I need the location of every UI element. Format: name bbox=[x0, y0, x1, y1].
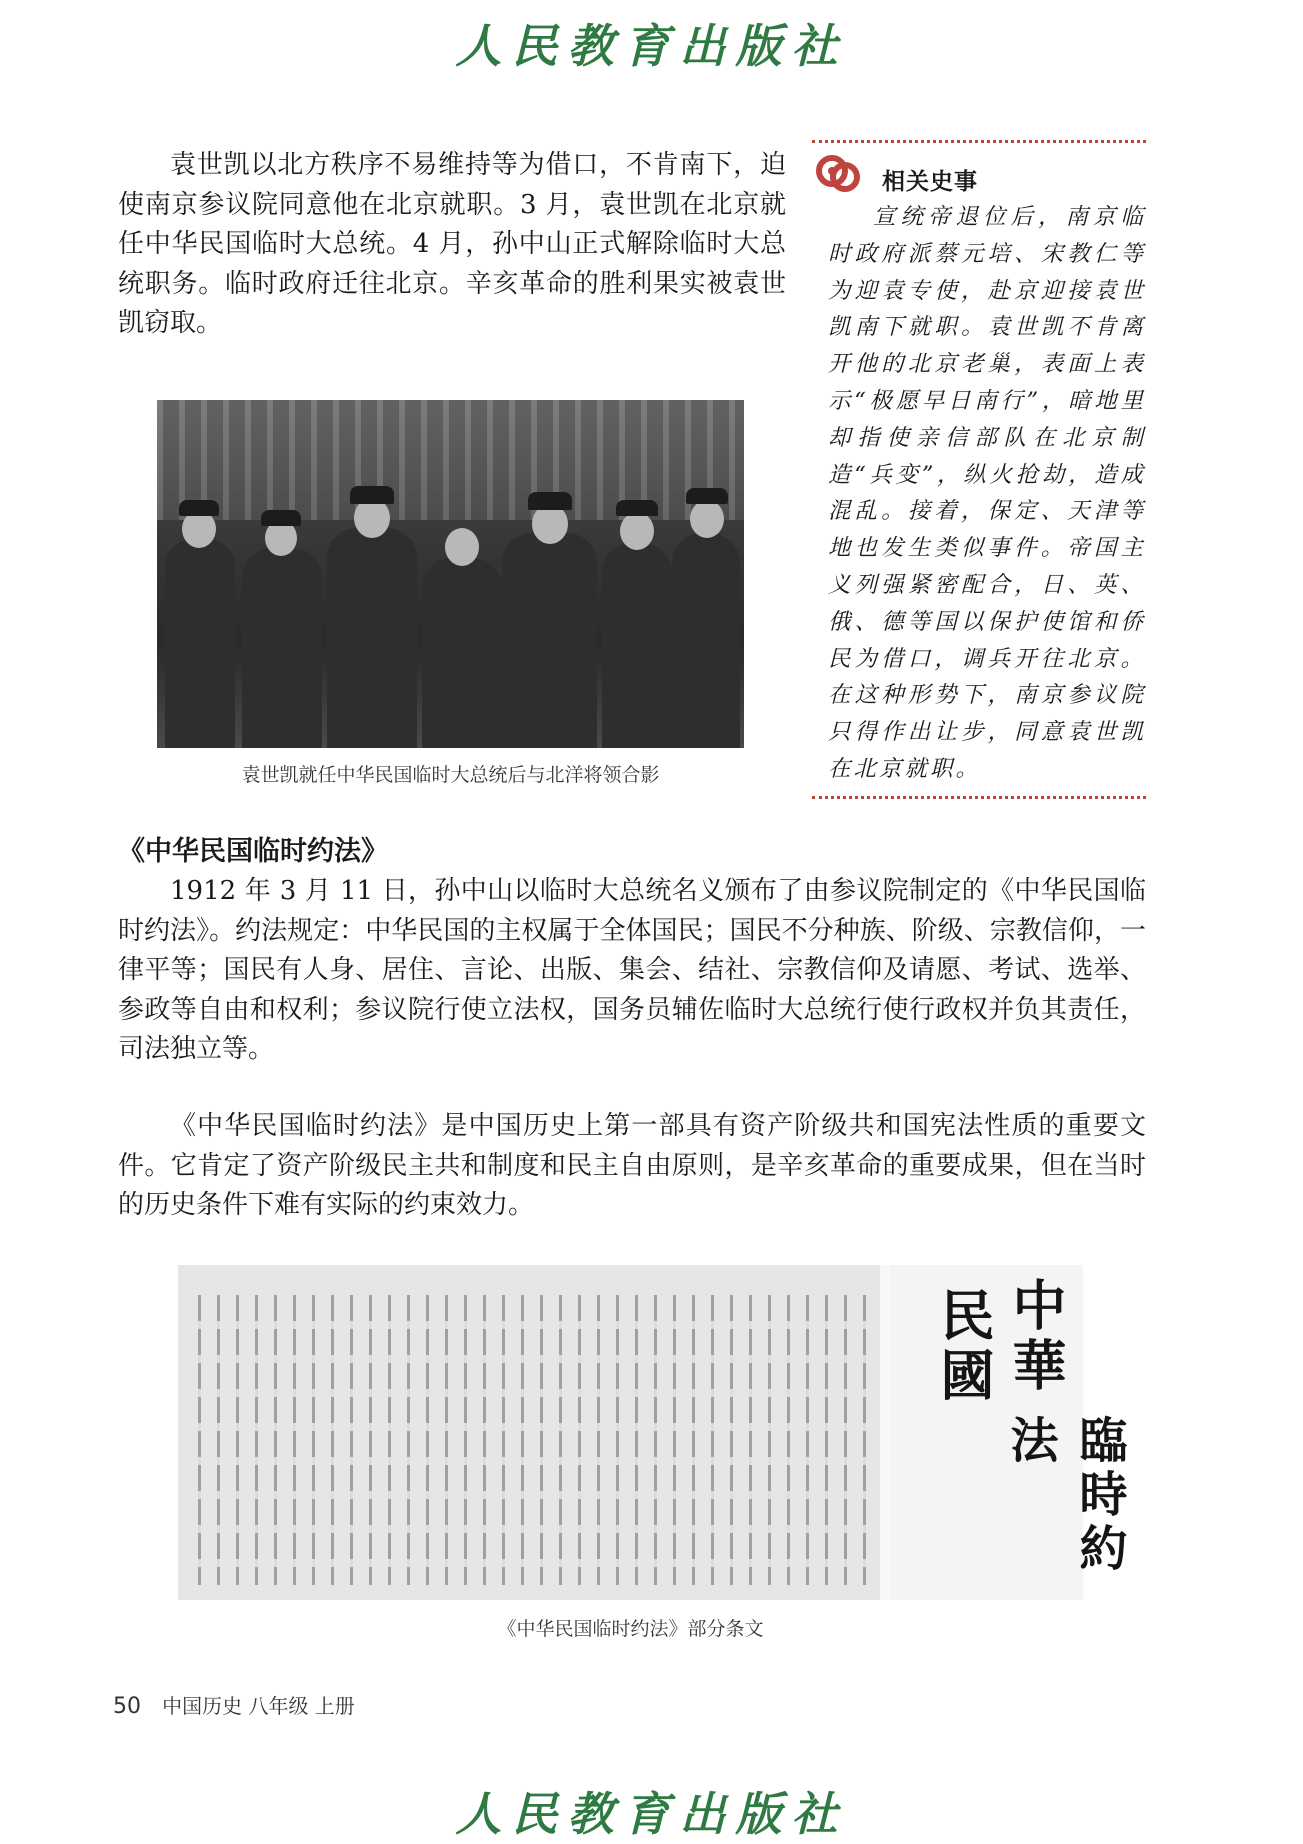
paragraph-3: 《中华民国临时约法》是中国历史上第一部具有资产阶级共和国宪法性质的重要文件。它肯定了资产阶级民主共和制度和民主自由原则，是辛亥革命的重要成果，但在当时的历史条件下难有实际的约束效力。 bbox=[118, 1111, 1146, 1220]
photo1-caption: 袁世凯就任中华民国临时大总统后与北洋将领合影 bbox=[241, 764, 660, 786]
document-title-part-2: 民國 bbox=[932, 1287, 996, 1407]
provisional-constitution-image bbox=[178, 1265, 1127, 1600]
page-footer bbox=[113, 1690, 355, 1719]
paragraph-2: 1912 年 3 月 11 日，孙中山以临时大总统名义颁布了由参议院制定的《中华民国临时约法》。约法规定：中华民国的主权属于全体国民；国民不分种族、阶级、宗教信仰，一律平等；国民有人身、居住、言论、出版、集会、结社、宗教信仰及请愿、考试、选举、参政等自由和权利；参议院行使立法权，国务员辅佐临时大总统行使行政权并负其责任，司法独立等。 bbox=[118, 876, 1146, 1064]
sidebar-text: 宣统帝退位后，南京临时政府派蔡元培、宋教仁等为迎袁专使，赴京迎接袁世凯南下就职。袁世凯不肯离开他的北京老巢，表面上表示“极愿早日南行”，暗地里却指使亲信部队在北京制造“兵变”，纵火抢劫，造成混乱。接着，保定、天津等地也发生类似事件。帝国主义列强紧密配合，日、英、俄、德等国以保护使馆和侨民为借口，调兵开往北京。在这种形势下，南京参议院只得作出让步，同意袁世凯在北京就职。 bbox=[828, 204, 1146, 782]
book-name: 中国历史 八年级 上册 bbox=[162, 1694, 355, 1718]
paragraph-1: 袁世凯以北方秩序不易维持等为借口，不肯南下，迫使南京参议院同意他在北京就职。3 月，袁世凯在北京就任中华民国临时大总统。4 月，孙中山正式解除临时大总统职务。临时政府迁往北京。辛亥革命的胜利果实被袁世凯窃取。 bbox=[118, 150, 786, 338]
section-heading: 《中华民国临时约法》 bbox=[118, 836, 388, 867]
document-title bbox=[890, 1265, 1127, 1600]
publisher-logo-bottom: 人民教育出版社 bbox=[455, 1787, 848, 1841]
document-title-part-3: 臨時約法 bbox=[1002, 1415, 1127, 1577]
photo2-caption: 《中华民国临时约法》部分条文 bbox=[497, 1618, 764, 1640]
yuan-shikai-group-photo bbox=[157, 400, 744, 748]
related-history-icon bbox=[814, 149, 862, 197]
page-number: 50 bbox=[113, 1694, 141, 1719]
sidebar-title: 相关史事 bbox=[882, 169, 978, 195]
related-history-sidebar bbox=[812, 140, 1146, 799]
sidebar-bottom-divider bbox=[812, 796, 1146, 799]
document-title-part-1: 中華 bbox=[1004, 1277, 1068, 1397]
publisher-logo-top: 人民教育出版社 bbox=[455, 19, 848, 73]
